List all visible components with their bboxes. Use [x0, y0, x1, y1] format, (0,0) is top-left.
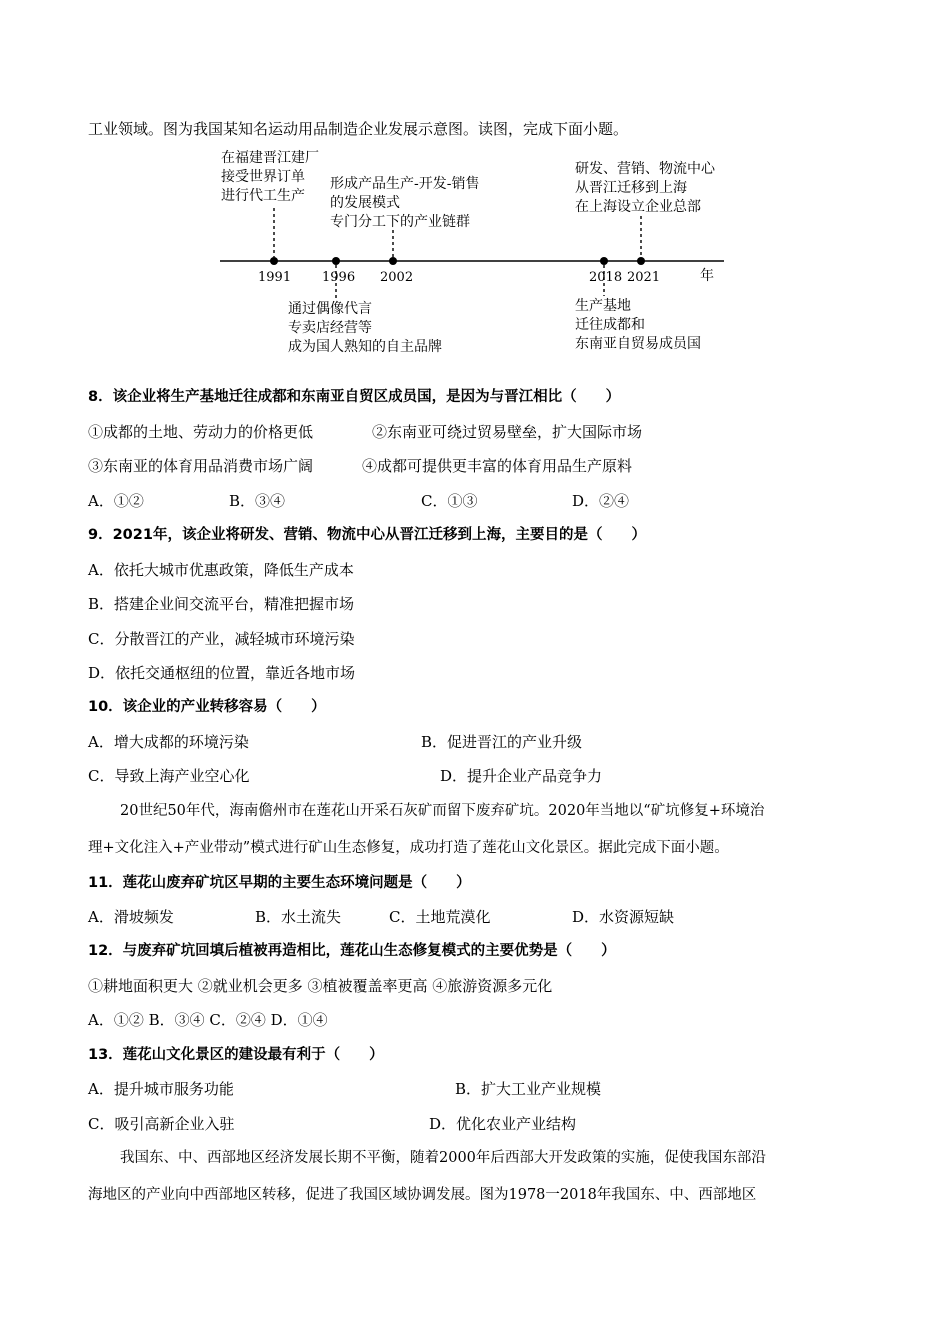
timeline-label-2002: 形成产品生产-开发-销售 的发展模式 专门分工下的产业链群: [330, 176, 480, 230]
passage2-line1: 20世纪50年代，海南儋州市在莲花山开采石灰矿而留下废弃矿坑。2020年当地以“矿坑修复+环境治: [120, 803, 765, 819]
q9-option-d[interactable]: D．依托交通枢纽的位置，靠近各地市场: [88, 664, 356, 682]
q13-option-d[interactable]: D．优化农业产业结构: [429, 1115, 577, 1133]
year-unit: 年: [700, 268, 714, 284]
q12-items: ①耕地面积更大 ②就业机会更多 ③植被覆盖率更高 ④旅游资源多元化: [88, 977, 553, 995]
passage2-line2: 理+文化注入+产业带动”模式进行矿山生态修复，成功打造了莲花山文化景区。据此完成下面小题。: [88, 840, 729, 856]
q13-option-c[interactable]: C．吸引高新企业入驻: [88, 1115, 235, 1133]
q10-option-d[interactable]: D．提升企业产品竞争力: [440, 767, 603, 785]
timeline-point-2021: [637, 257, 645, 265]
q13-option-b[interactable]: B．扩大工业产业规模: [455, 1080, 602, 1098]
q8-stem: 8．该企业将生产基地迁往成都和东南亚自贸区成员国，是因为与晋江相比（ ）: [88, 389, 621, 405]
timeline-label-1991: 在福建晋江建厂 接受世界订单 进行代工生产: [221, 150, 319, 204]
passage3-line1: 我国东、中、西部地区经济发展长期不平衡，随着2000年后西部大开发政策的实施，促使我国东部沿: [120, 1150, 766, 1166]
passage3-line2: 海地区的产业向中西部地区转移，促进了我国区域协调发展。图为1978一2018年我国东、中、西部地区: [88, 1187, 757, 1203]
q9-stem: 9．2021年，该企业将研发、营销、物流中心从晋江迁移到上海，主要目的是（ ）: [88, 527, 646, 543]
year-1991: 1991: [258, 270, 292, 285]
q8-item-1: ①成都的土地、劳动力的价格更低: [88, 423, 314, 441]
q8-option-a[interactable]: A．①②: [88, 492, 144, 510]
q8-option-b[interactable]: B．③④: [229, 492, 286, 510]
q11-stem: 11．莲花山废弃矿坑区早期的主要生态环境问题是（ ）: [88, 875, 471, 891]
q11-option-c[interactable]: C．土地荒漠化: [389, 908, 491, 926]
q8-item-2: ②东南亚可绕过贸易壁垒，扩大国际市场: [372, 423, 643, 441]
q13-stem: 13．莲花山文化景区的建设最有利于（ ）: [88, 1047, 384, 1063]
timeline-point-1996: [332, 257, 340, 265]
timeline-label-2018: 生产基地 迁往成都和 东南亚自贸易成员国: [575, 298, 701, 352]
q8-item-4: ④成都可提供更丰富的体育用品生产原料: [362, 457, 633, 475]
year-2018: 2018: [589, 270, 623, 285]
q11-option-b[interactable]: B．水土流失: [255, 908, 342, 926]
timeline-point-2018: [600, 257, 608, 265]
timeline-label-1996: 通过偶像代言 专卖店经营等 成为国人熟知的自主品牌: [288, 301, 442, 355]
q13-option-a[interactable]: A．提升城市服务功能: [88, 1080, 234, 1098]
timeline-point-1991: [270, 257, 278, 265]
q10-option-a[interactable]: A．增大成都的环境污染: [88, 733, 249, 751]
q9-option-a[interactable]: A．依托大城市优惠政策，降低生产成本: [88, 561, 354, 579]
q10-stem: 10．该企业的产业转移容易（ ）: [88, 699, 326, 715]
q11-option-d[interactable]: D．水资源短缺: [572, 908, 675, 926]
q12-stem: 12．与废弃矿坑回填后植被再造相比，莲花山生态修复模式的主要优势是（ ）: [88, 943, 616, 959]
timeline-point-2002: [389, 257, 397, 265]
q9-option-b[interactable]: B．搭建企业间交流平台，精准把握市场: [88, 595, 355, 613]
q10-option-c[interactable]: C．导致上海产业空心化: [88, 767, 250, 785]
year-2002: 2002: [380, 270, 414, 285]
q8-option-c[interactable]: C．①③: [421, 492, 478, 510]
year-1996: 1996: [322, 270, 356, 285]
q8-item-3: ③东南亚的体育用品消费市场广阔: [88, 457, 314, 475]
q8-option-d[interactable]: D．②④: [572, 492, 630, 510]
q12-options[interactable]: A．①② B．③④ C．②④ D．①④: [88, 1011, 328, 1029]
year-2021: 2021: [627, 270, 661, 285]
q11-option-a[interactable]: A．滑坡频发: [88, 908, 174, 926]
intro-text: 工业领域。图为我国某知名运动用品制造企业发展示意图。读图，完成下面小题。: [88, 120, 629, 138]
q10-option-b[interactable]: B．促进晋江的产业升级: [421, 733, 583, 751]
q9-option-c[interactable]: C．分散晋江的产业，减轻城市环境污染: [88, 630, 355, 648]
timeline-label-2021: 研发、营销、物流中心 从晋江迁移到上海 在上海设立企业总部: [575, 161, 715, 215]
